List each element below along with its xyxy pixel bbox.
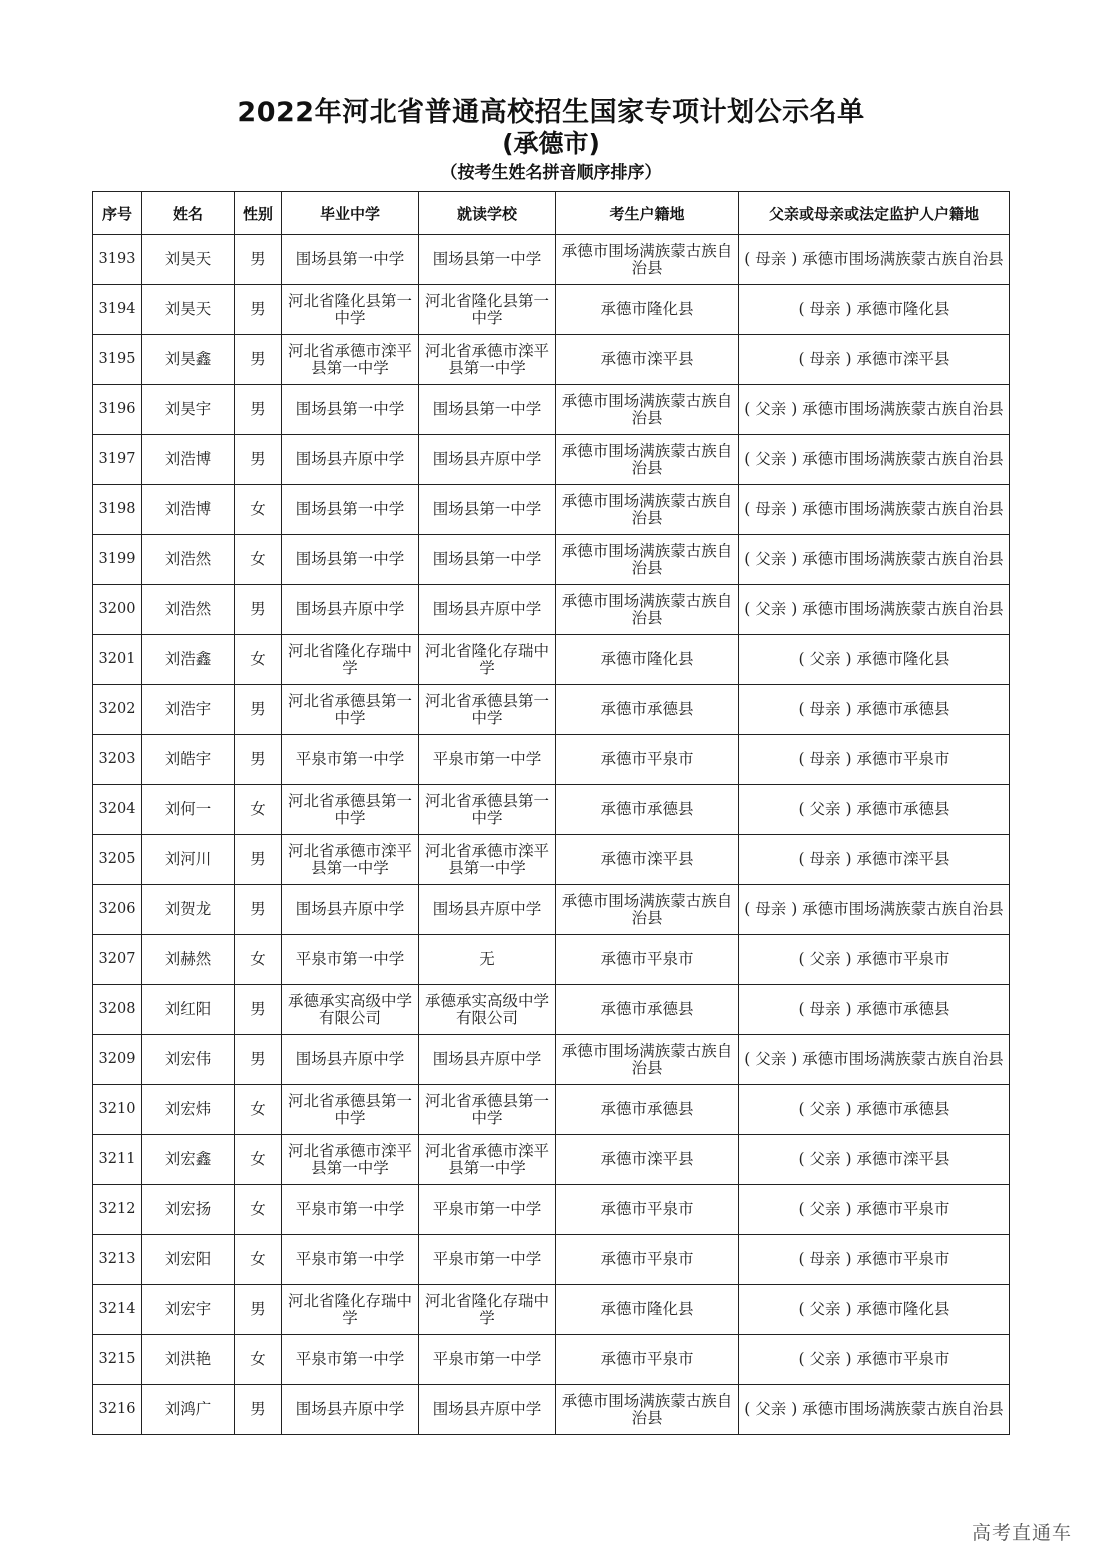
cell-household: 承德市滦平县 <box>556 835 739 885</box>
column-header-household: 考生户籍地 <box>556 192 739 235</box>
table-row <box>93 1335 1010 1385</box>
cell-no: 3194 <box>93 285 142 335</box>
cell-household: 承德市承德县 <box>556 1085 739 1135</box>
cell-name: 刘宏阳 <box>142 1235 235 1285</box>
cell-name: 刘宏炜 <box>142 1085 235 1135</box>
cell-no: 3214 <box>93 1285 142 1335</box>
cell-name: 刘红阳 <box>142 985 235 1035</box>
cell-current-school: 承德承实高级中学有限公司 <box>419 985 556 1035</box>
table-row <box>93 885 1010 935</box>
cell-name: 刘昊鑫 <box>142 335 235 385</box>
cell-grad-school: 围场县第一中学 <box>282 485 419 535</box>
cell-current-school: 平泉市第一中学 <box>419 1235 556 1285</box>
table-row <box>93 835 1010 885</box>
cell-current-school: 围场县卉原中学 <box>419 1035 556 1085</box>
cell-grad-school: 河北省承德市滦平县第一中学 <box>282 335 419 385</box>
cell-grad-school: 平泉市第一中学 <box>282 1335 419 1385</box>
column-header-name: 姓名 <box>142 192 235 235</box>
cell-guardian: ( 父亲 ) 承德市滦平县 <box>739 1135 1010 1185</box>
cell-no: 3197 <box>93 435 142 485</box>
cell-household: 承德市隆化县 <box>556 1285 739 1335</box>
cell-household: 承德市围场满族蒙古族自治县 <box>556 435 739 485</box>
cell-gender: 男 <box>235 1035 282 1085</box>
cell-name: 刘皓宇 <box>142 735 235 785</box>
cell-grad-school: 平泉市第一中学 <box>282 735 419 785</box>
cell-current-school: 围场县第一中学 <box>419 535 556 585</box>
cell-name: 刘赫然 <box>142 935 235 985</box>
cell-gender: 女 <box>235 1335 282 1385</box>
cell-grad-school: 围场县卉原中学 <box>282 1385 419 1435</box>
cell-no: 3199 <box>93 535 142 585</box>
cell-household: 承德市平泉市 <box>556 1335 739 1385</box>
cell-name: 刘宏扬 <box>142 1185 235 1235</box>
table-row <box>93 435 1010 485</box>
cell-guardian: ( 母亲 ) 承德市平泉市 <box>739 735 1010 785</box>
cell-no: 3203 <box>93 735 142 785</box>
cell-guardian: ( 父亲 ) 承德市围场满族蒙古族自治县 <box>739 585 1010 635</box>
cell-name: 刘洪艳 <box>142 1335 235 1385</box>
cell-current-school: 围场县第一中学 <box>419 385 556 435</box>
cell-grad-school: 平泉市第一中学 <box>282 935 419 985</box>
cell-name: 刘昊宇 <box>142 385 235 435</box>
cell-current-school: 平泉市第一中学 <box>419 735 556 785</box>
cell-grad-school: 河北省承德县第一中学 <box>282 1085 419 1135</box>
cell-household: 承德市隆化县 <box>556 635 739 685</box>
cell-guardian: ( 母亲 ) 承德市围场满族蒙古族自治县 <box>739 485 1010 535</box>
header-row <box>93 192 1010 235</box>
cell-current-school: 围场县第一中学 <box>419 485 556 535</box>
table-row <box>93 985 1010 1035</box>
cell-gender: 男 <box>235 385 282 435</box>
cell-current-school: 围场县卉原中学 <box>419 435 556 485</box>
cell-grad-school: 围场县卉原中学 <box>282 1035 419 1085</box>
table-row <box>93 1185 1010 1235</box>
cell-gender: 女 <box>235 535 282 585</box>
table-row <box>93 1235 1010 1285</box>
cell-name: 刘贺龙 <box>142 885 235 935</box>
table-row <box>93 235 1010 285</box>
cell-guardian: ( 母亲 ) 承德市滦平县 <box>739 835 1010 885</box>
cell-grad-school: 围场县卉原中学 <box>282 585 419 635</box>
cell-guardian: ( 父亲 ) 承德市隆化县 <box>739 1285 1010 1335</box>
cell-grad-school: 河北省隆化存瑞中学 <box>282 635 419 685</box>
cell-household: 承德市围场满族蒙古族自治县 <box>556 885 739 935</box>
cell-grad-school: 河北省承德县第一中学 <box>282 685 419 735</box>
column-header-guardian: 父亲或母亲或法定监护人户籍地 <box>739 192 1010 235</box>
cell-current-school: 河北省承德市滦平县第一中学 <box>419 835 556 885</box>
cell-guardian: ( 母亲 ) 承德市围场满族蒙古族自治县 <box>739 885 1010 935</box>
column-header-no: 序号 <box>93 192 142 235</box>
cell-gender: 男 <box>235 335 282 385</box>
cell-no: 3208 <box>93 985 142 1035</box>
page-title: 2022年河北省普通高校招生国家专项计划公示名单 <box>237 97 865 128</box>
column-header-grad-school: 毕业中学 <box>282 192 419 235</box>
table-body <box>93 235 1010 1435</box>
page-subtitle: (承德市) <box>502 129 600 158</box>
cell-gender: 女 <box>235 1185 282 1235</box>
cell-current-school: 河北省隆化存瑞中学 <box>419 1285 556 1335</box>
table-row <box>93 685 1010 735</box>
cell-household: 承德市围场满族蒙古族自治县 <box>556 485 739 535</box>
cell-grad-school: 承德承实高级中学有限公司 <box>282 985 419 1035</box>
cell-household: 承德市围场满族蒙古族自治县 <box>556 585 739 635</box>
table-row <box>93 935 1010 985</box>
cell-guardian: ( 母亲 ) 承德市围场满族蒙古族自治县 <box>739 235 1010 285</box>
roster-table <box>92 191 1010 1435</box>
table-row <box>93 485 1010 535</box>
cell-guardian: ( 父亲 ) 承德市围场满族蒙古族自治县 <box>739 535 1010 585</box>
cell-gender: 男 <box>235 1385 282 1435</box>
table-row <box>93 285 1010 335</box>
table-row <box>93 535 1010 585</box>
cell-no: 3200 <box>93 585 142 635</box>
table-row <box>93 635 1010 685</box>
cell-no: 3204 <box>93 785 142 835</box>
cell-household: 承德市承德县 <box>556 785 739 835</box>
cell-guardian: ( 母亲 ) 承德市承德县 <box>739 685 1010 735</box>
cell-name: 刘浩博 <box>142 485 235 535</box>
cell-no: 3196 <box>93 385 142 435</box>
cell-no: 3215 <box>93 1335 142 1385</box>
watermark-text: 高考直通车 <box>971 1522 1072 1544</box>
cell-no: 3213 <box>93 1235 142 1285</box>
cell-household: 承德市滦平县 <box>556 335 739 385</box>
cell-gender: 男 <box>235 985 282 1035</box>
cell-name: 刘浩宇 <box>142 685 235 735</box>
cell-no: 3201 <box>93 635 142 685</box>
cell-grad-school: 河北省承德县第一中学 <box>282 785 419 835</box>
cell-current-school: 河北省承德市滦平县第一中学 <box>419 1135 556 1185</box>
cell-guardian: ( 母亲 ) 承德市滦平县 <box>739 335 1010 385</box>
cell-current-school: 河北省承德县第一中学 <box>419 1085 556 1135</box>
column-header-current-school: 就读学校 <box>419 192 556 235</box>
table-row <box>93 1385 1010 1435</box>
cell-current-school: 围场县卉原中学 <box>419 885 556 935</box>
cell-current-school: 河北省隆化存瑞中学 <box>419 635 556 685</box>
cell-household: 承德市隆化县 <box>556 285 739 335</box>
cell-household: 承德市平泉市 <box>556 735 739 785</box>
cell-household: 承德市承德县 <box>556 685 739 735</box>
cell-current-school: 围场县卉原中学 <box>419 585 556 635</box>
cell-name: 刘昊天 <box>142 235 235 285</box>
cell-guardian: ( 父亲 ) 承德市围场满族蒙古族自治县 <box>739 1385 1010 1435</box>
cell-gender: 女 <box>235 1235 282 1285</box>
cell-grad-school: 围场县卉原中学 <box>282 885 419 935</box>
table-row <box>93 385 1010 435</box>
cell-name: 刘宏宇 <box>142 1285 235 1335</box>
cell-name: 刘鸿广 <box>142 1385 235 1435</box>
table-row <box>93 1035 1010 1085</box>
cell-current-school: 河北省隆化县第一中学 <box>419 285 556 335</box>
cell-no: 3206 <box>93 885 142 935</box>
cell-gender: 男 <box>235 835 282 885</box>
cell-household: 承德市滦平县 <box>556 1135 739 1185</box>
cell-name: 刘何一 <box>142 785 235 835</box>
cell-gender: 女 <box>235 1085 282 1135</box>
cell-gender: 男 <box>235 735 282 785</box>
cell-gender: 男 <box>235 435 282 485</box>
table-row <box>93 1085 1010 1135</box>
cell-household: 承德市平泉市 <box>556 1235 739 1285</box>
cell-name: 刘浩然 <box>142 585 235 635</box>
cell-no: 3210 <box>93 1085 142 1135</box>
cell-no: 3193 <box>93 235 142 285</box>
cell-gender: 男 <box>235 235 282 285</box>
cell-grad-school: 平泉市第一中学 <box>282 1235 419 1285</box>
cell-guardian: ( 父亲 ) 承德市承德县 <box>739 1085 1010 1135</box>
cell-household: 承德市围场满族蒙古族自治县 <box>556 1035 739 1085</box>
cell-guardian: ( 母亲 ) 承德市隆化县 <box>739 285 1010 335</box>
cell-name: 刘浩鑫 <box>142 635 235 685</box>
cell-gender: 男 <box>235 685 282 735</box>
cell-no: 3202 <box>93 685 142 735</box>
cell-gender: 男 <box>235 1285 282 1335</box>
cell-current-school: 平泉市第一中学 <box>419 1335 556 1385</box>
cell-current-school: 围场县卉原中学 <box>419 1385 556 1435</box>
cell-gender: 女 <box>235 1135 282 1185</box>
table-row <box>93 1135 1010 1185</box>
cell-household: 承德市平泉市 <box>556 1185 739 1235</box>
cell-gender: 男 <box>235 585 282 635</box>
cell-guardian: ( 父亲 ) 承德市平泉市 <box>739 1335 1010 1385</box>
cell-guardian: ( 母亲 ) 承德市承德县 <box>739 985 1010 1035</box>
cell-current-school: 河北省承德市滦平县第一中学 <box>419 335 556 385</box>
cell-guardian: ( 父亲 ) 承德市围场满族蒙古族自治县 <box>739 1035 1010 1085</box>
cell-guardian: ( 母亲 ) 承德市平泉市 <box>739 1235 1010 1285</box>
cell-grad-school: 河北省承德市滦平县第一中学 <box>282 835 419 885</box>
cell-current-school: 围场县第一中学 <box>419 235 556 285</box>
table-header <box>93 192 1010 235</box>
cell-current-school: 河北省承德县第一中学 <box>419 685 556 735</box>
cell-gender: 女 <box>235 485 282 535</box>
cell-no: 3212 <box>93 1185 142 1235</box>
cell-current-school: 无 <box>419 935 556 985</box>
cell-guardian: ( 父亲 ) 承德市围场满族蒙古族自治县 <box>739 385 1010 435</box>
cell-name: 刘宏伟 <box>142 1035 235 1085</box>
cell-grad-school: 河北省承德市滦平县第一中学 <box>282 1135 419 1185</box>
table-row <box>93 585 1010 635</box>
cell-grad-school: 围场县第一中学 <box>282 235 419 285</box>
cell-name: 刘河川 <box>142 835 235 885</box>
cell-guardian: ( 父亲 ) 承德市平泉市 <box>739 1185 1010 1235</box>
cell-grad-school: 围场县第一中学 <box>282 385 419 435</box>
cell-gender: 男 <box>235 885 282 935</box>
cell-guardian: ( 父亲 ) 承德市承德县 <box>739 785 1010 835</box>
cell-guardian: ( 父亲 ) 承德市平泉市 <box>739 935 1010 985</box>
cell-household: 承德市围场满族蒙古族自治县 <box>556 535 739 585</box>
cell-guardian: ( 父亲 ) 承德市围场满族蒙古族自治县 <box>739 435 1010 485</box>
cell-gender: 女 <box>235 935 282 985</box>
cell-no: 3195 <box>93 335 142 385</box>
cell-gender: 女 <box>235 635 282 685</box>
sort-note: （按考生姓名拼音顺序排序） <box>440 163 662 183</box>
cell-name: 刘昊天 <box>142 285 235 335</box>
table-row <box>93 335 1010 385</box>
cell-current-school: 河北省承德县第一中学 <box>419 785 556 835</box>
cell-gender: 女 <box>235 785 282 835</box>
cell-no: 3211 <box>93 1135 142 1185</box>
cell-no: 3205 <box>93 835 142 885</box>
cell-grad-school: 河北省隆化县第一中学 <box>282 285 419 335</box>
cell-household: 承德市围场满族蒙古族自治县 <box>556 385 739 435</box>
cell-gender: 男 <box>235 285 282 335</box>
cell-grad-school: 平泉市第一中学 <box>282 1185 419 1235</box>
cell-name: 刘宏鑫 <box>142 1135 235 1185</box>
column-header-gender: 性别 <box>235 192 282 235</box>
table-row <box>93 785 1010 835</box>
table-row <box>93 735 1010 785</box>
cell-household: 承德市围场满族蒙古族自治县 <box>556 235 739 285</box>
cell-no: 3207 <box>93 935 142 985</box>
cell-guardian: ( 父亲 ) 承德市隆化县 <box>739 635 1010 685</box>
cell-no: 3198 <box>93 485 142 535</box>
table-row <box>93 1285 1010 1335</box>
cell-household: 承德市围场满族蒙古族自治县 <box>556 1385 739 1435</box>
cell-name: 刘浩博 <box>142 435 235 485</box>
cell-household: 承德市承德县 <box>556 985 739 1035</box>
cell-name: 刘浩然 <box>142 535 235 585</box>
cell-grad-school: 围场县卉原中学 <box>282 435 419 485</box>
cell-grad-school: 河北省隆化存瑞中学 <box>282 1285 419 1335</box>
cell-no: 3209 <box>93 1035 142 1085</box>
cell-current-school: 平泉市第一中学 <box>419 1185 556 1235</box>
cell-no: 3216 <box>93 1385 142 1435</box>
cell-grad-school: 围场县第一中学 <box>282 535 419 585</box>
cell-household: 承德市平泉市 <box>556 935 739 985</box>
